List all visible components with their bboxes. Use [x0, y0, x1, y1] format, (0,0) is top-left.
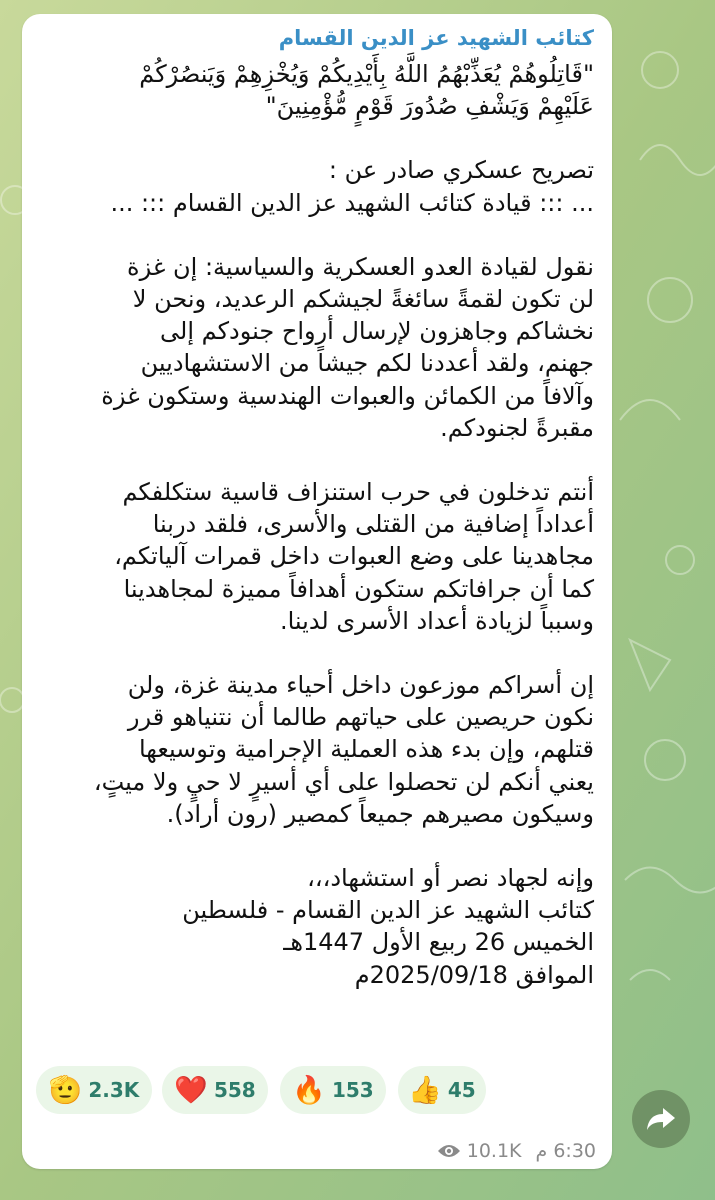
- view-count: 10.1K: [466, 1140, 522, 1162]
- channel-name[interactable]: كتائب الشهيد عز الدين القسام: [278, 26, 594, 50]
- reaction-count: 153: [331, 1078, 374, 1102]
- text-line: نقول لقيادة العدو العسكرية والسياسية: إن غزة: [127, 252, 594, 281]
- text-line: تصريح عسكري صادر عن :: [328, 156, 594, 185]
- text-line: لن تكون لقمةً سائغةً لجيشكم الرعديد، ونحن لا: [132, 285, 594, 314]
- thumbs-up-icon: 👍: [408, 1074, 442, 1106]
- eye-icon: [437, 1143, 461, 1159]
- text-line: ... ::: قيادة كتائب الشهيد عز الدين القسام ::: ...: [110, 188, 594, 217]
- reaction-red-heart[interactable]: [162, 1066, 268, 1114]
- reaction-count: 45: [447, 1078, 476, 1102]
- text-line: نخشاكم وجاهزون لإرسال أرواح جنودكم إلى: [160, 317, 594, 346]
- text-line: جهنم، ولقد أعددنا لكم جيشاً من الاستشهاديين: [140, 349, 594, 378]
- text-line: كما أن جرافاتكم ستكون أهدافاً مميزة لمجاهدينا: [123, 574, 594, 603]
- text-line: مجاهدينا على وضع العبوات داخل قمرات آلياتكم،: [114, 542, 594, 571]
- fire-icon: 🔥: [292, 1074, 326, 1106]
- signature-block: [40, 862, 594, 991]
- text-line: يعني أنكم لن تحصلوا على أي أسيرٍ لا حيٍ ولا ميتٍ،: [93, 767, 594, 796]
- reaction-fire[interactable]: [280, 1066, 386, 1114]
- share-arrow-icon: [646, 1106, 676, 1132]
- reaction-saluting-face[interactable]: [36, 1066, 152, 1114]
- paragraph: [40, 251, 594, 444]
- paragraph: [40, 669, 594, 830]
- text-line: وإنه لجهاد نصر أو استشهاد،،،: [307, 864, 594, 893]
- text-line: الخميس 26 ربيع الأول 1447هـ: [283, 928, 594, 957]
- text-line: قتلهم، وإن بدء هذه العملية الإجرامية وتوسيعها: [138, 735, 594, 764]
- text-line: "قَاتِلُوهُمْ يُعَذِّبْهُمُ اللَّهُ بِأَيْدِيكُمْ وَيُخْزِهِمْ وَيَنصُرْكُمْ: [139, 60, 594, 88]
- statement-header: [40, 154, 594, 218]
- text-line: مقبرةً لجنودكم.: [440, 413, 594, 442]
- text-line: وسيكون مصيرهم جميعاً كمصير (رون أراد).: [166, 799, 594, 828]
- message-time: 6:30 م: [535, 1140, 596, 1162]
- paragraph: [40, 476, 594, 637]
- text-line: عَلَيْهِمْ وَيَشْفِ صُدُورَ قَوْمٍ مُّؤْمِنِينَ": [265, 92, 594, 121]
- message-text: [40, 58, 594, 991]
- red-heart-icon: ❤️: [174, 1074, 208, 1106]
- message-meta: [437, 1140, 596, 1162]
- quran-verse: [40, 58, 594, 122]
- reaction-count: 558: [213, 1078, 256, 1102]
- text-line: أعداداً إضافية من القتلى والأسرى، فلقد دربنا: [152, 510, 594, 539]
- reactions-bar: [36, 1066, 476, 1114]
- text-line: نكون حريصين على حياتهم طالما أن نتنياهو قرر: [127, 703, 594, 732]
- reaction-count: 2.3K: [88, 1078, 140, 1102]
- text-line: كتائب الشهيد عز الدين القسام - فلسطين: [182, 896, 594, 925]
- text-line: إن أسراكم موزعون داخل أحياء مدينة غزة، ولن: [127, 671, 594, 700]
- text-line: وآلافاً من الكمائن والعبوات الهندسية وستكون غزة: [101, 381, 594, 410]
- saluting-face-icon: 🫡: [48, 1074, 83, 1106]
- message-bubble: [22, 14, 612, 1169]
- text-line: وسبباً لزيادة أعداد الأسرى لدينا.: [279, 606, 594, 635]
- text-line: أنتم تدخلون في حرب استنزاف قاسية ستكلفكم: [122, 478, 594, 507]
- share-button[interactable]: [632, 1090, 690, 1148]
- text-line: الموافق 2025/09/18م: [354, 960, 594, 989]
- reaction-thumbs-up[interactable]: [398, 1066, 486, 1114]
